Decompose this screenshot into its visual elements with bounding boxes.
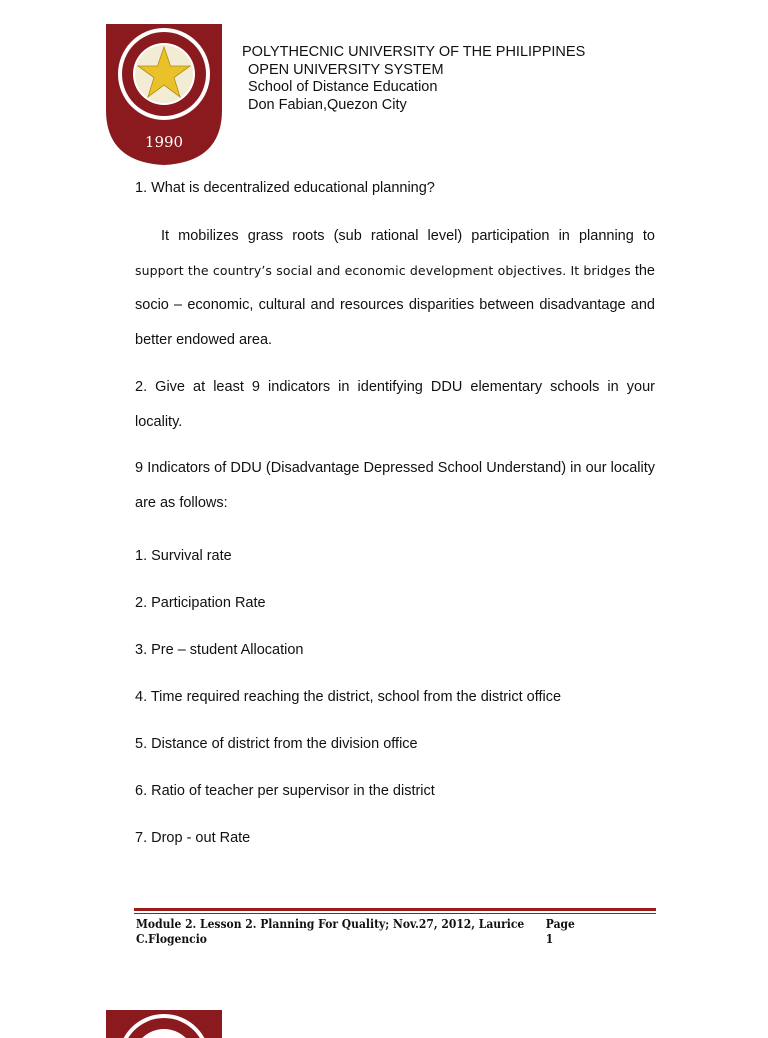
university-system: OPEN UNIVERSITY SYSTEM bbox=[248, 61, 444, 78]
next-page-seal-logo bbox=[104, 1008, 224, 1038]
document-header bbox=[242, 44, 585, 114]
answer-1-part-3: the socio – economic, cultural and resources disparities between disadvantage and better endowed area. bbox=[135, 262, 656, 348]
document-body bbox=[135, 178, 655, 848]
list-item: 4. Time required reaching the district, school from the district office bbox=[135, 689, 562, 705]
question-2: 2. Give at least 9 indicators in identifying DDU elementary schools in your locality. bbox=[135, 379, 655, 430]
seal-year: 1990 bbox=[144, 133, 184, 151]
footer-rule-thin bbox=[134, 913, 656, 914]
page-footer bbox=[136, 916, 581, 946]
indicators-intro: 9 Indicators of DDU (Disadvantage Depressed School Understand) in our locality are as follows: bbox=[135, 460, 655, 511]
university-name: POLYTHECNIC UNIVERSITY OF THE PHILIPPINES bbox=[242, 44, 586, 60]
answer-1-part-1: It mobilizes grass roots (sub rational level) participation in planning to bbox=[161, 228, 655, 244]
list-item: 7. Drop - out Rate bbox=[135, 830, 251, 846]
page-number: Page 1 bbox=[545, 916, 575, 946]
school-address: Don Fabian,Quezon City bbox=[248, 96, 407, 113]
list-item: 3. Pre – student Allocation bbox=[135, 642, 304, 658]
school-name: School of Distance Education bbox=[248, 79, 438, 95]
list-item: 5. Distance of district from the division office bbox=[135, 736, 418, 752]
list-item: 1. Survival rate bbox=[135, 548, 232, 564]
footer-rule-thick bbox=[134, 908, 656, 911]
answer-1 bbox=[135, 219, 655, 357]
list-item: 6. Ratio of teacher per supervisor in the district bbox=[135, 783, 435, 799]
footer-module-info: Module 2. Lesson 2. Planning For Quality; Nov.27, 2012, Laurice C.Flogencio bbox=[136, 916, 525, 946]
question-1: 1. What is decentralized educational planning? bbox=[135, 180, 435, 196]
list-item: 2. Participation Rate bbox=[135, 595, 266, 611]
university-seal-logo bbox=[104, 22, 224, 167]
answer-1-part-2: support the country’s social and economic development objectives. It bridges bbox=[135, 262, 631, 278]
